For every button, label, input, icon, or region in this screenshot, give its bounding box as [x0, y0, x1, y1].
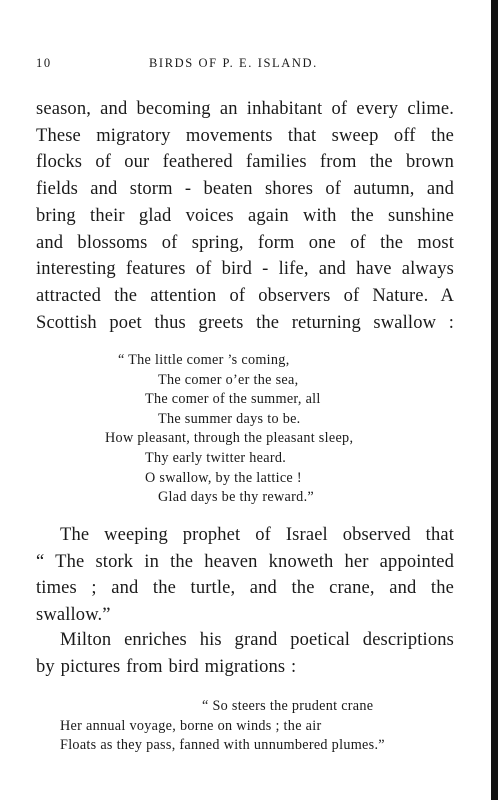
text-line: Scottish poet thus greets the returning swallow :	[36, 312, 454, 333]
poem-line: How pleasant, through the pleasant sleep,	[105, 430, 354, 447]
text-line: swallow.”	[36, 605, 111, 626]
text-line: attracted the attention of observers of Nature. A	[36, 285, 454, 306]
poem-line: “ So steers the prudent crane	[202, 698, 374, 714]
text-line: Milton enriches his grand poetical descriptions	[60, 630, 454, 650]
poem-line: “ The little comer ’s coming,	[118, 352, 290, 368]
poem-line: The summer days to be.	[158, 410, 301, 427]
text-line: The weeping prophet of Israel observed that	[60, 525, 454, 545]
paragraph-1	[36, 96, 454, 336]
poem-line: The comer o’er the sea,	[158, 371, 299, 388]
poem-line: Her annual voyage, borne on winds ; the air	[60, 717, 322, 734]
text-line: season, and becoming an inhabitant of every clime.	[36, 99, 454, 119]
page-number: 10	[36, 56, 52, 70]
text-line: times ; and the turtle, and the crane, and the	[36, 578, 454, 599]
poem-quotation-1	[100, 351, 353, 508]
text-line: bring their glad voices again with the sunshine	[36, 205, 454, 226]
poem-line: O swallow, by the lattice !	[145, 469, 302, 486]
poem-quotation-2	[60, 697, 385, 756]
text-line: fields and storm - beaten shores of autumn, and	[36, 179, 454, 200]
page-edge	[491, 0, 498, 800]
text-line: and blossoms of spring, form one of the most	[36, 232, 454, 253]
poem-line: Floats as they pass, fanned with unnumbered plumes.”	[60, 737, 385, 754]
paragraph-3	[36, 627, 454, 680]
running-title: BIRDS OF P. E. ISLAND.	[149, 56, 318, 70]
text-line: interesting features of bird - life, and have always	[36, 259, 454, 280]
poem-line: Glad days be thy reward.”	[158, 489, 315, 506]
poem-line: The comer of the summer, all	[145, 391, 321, 408]
text-line: flocks of our feathered families from the brown	[36, 152, 454, 173]
poem-line: Thy early twitter heard.	[145, 449, 287, 466]
paragraph-2	[36, 522, 454, 629]
text-line: These migratory movements that sweep off the	[36, 125, 454, 146]
text-line: “ The stork in the heaven knoweth her appointed	[36, 551, 454, 572]
text-line: by pictures from bird migrations :	[36, 656, 297, 677]
